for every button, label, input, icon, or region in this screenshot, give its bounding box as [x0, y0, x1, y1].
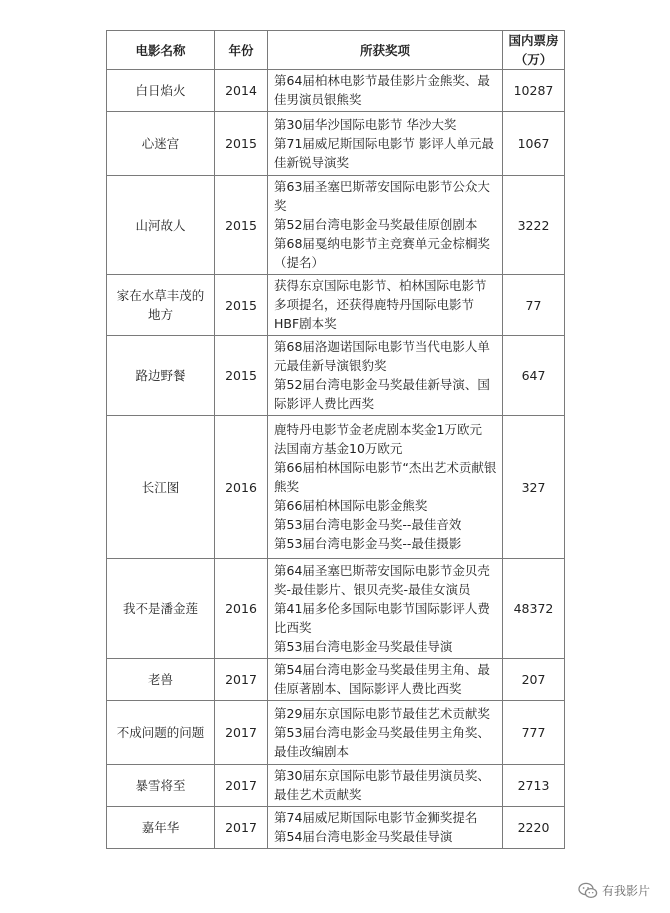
film-awards-cell: [268, 765, 503, 807]
header-year: 年份: [215, 31, 268, 70]
table-row: [107, 176, 565, 275]
watermark-text: 有我影片: [601, 884, 650, 898]
award-entry: 第53届台湾电影金马奖--最佳音效: [274, 517, 462, 532]
film-title-cell: 山河故人: [107, 176, 215, 275]
award-entry: 第66届柏林国际电影节“杰出艺术贡献银熊奖: [274, 460, 497, 494]
table-row: [107, 112, 565, 176]
film-awards-cell: [268, 70, 503, 112]
award-entry: 获得东京国际电影节、柏林国际电影节多项提名，还获得鹿特丹国际电影节HBF剧本奖: [274, 278, 487, 331]
award-entry: 第63届圣塞巴斯蒂安国际电影节公众大奖: [274, 179, 490, 213]
film-awards-cell: [268, 336, 503, 416]
film-year-cell: 2015: [215, 275, 268, 336]
award-entry: 第29届东京国际电影节最佳艺术贡献奖: [274, 705, 490, 721]
film-awards-cell: [268, 559, 503, 659]
film-awards-cell: [268, 275, 503, 336]
film-title-cell: 暴雪将至: [107, 765, 215, 807]
film-awards-cell: [268, 112, 503, 176]
film-awards-cell: [268, 807, 503, 849]
award-entry: 第53届台湾电影金马奖--最佳摄影: [274, 536, 462, 551]
film-title-cell: 心迷宫: [107, 112, 215, 176]
film-awards-cell: [268, 416, 503, 559]
film-box-office-cell: 647: [503, 336, 565, 416]
header-box-office: 国内票房（万）: [503, 31, 565, 70]
table-header-row: [107, 31, 565, 70]
award-entry: 第68届洛迦诺国际电影节当代电影人单元最佳新导演银豹奖: [274, 339, 490, 373]
film-awards-cell: [268, 701, 503, 765]
film-title-cell: 我不是潘金莲: [107, 559, 215, 659]
film-title-cell: 不成问题的问题: [107, 701, 215, 765]
award-entry: 第52届台湾电影金马奖最佳新导演、国际影评人费比西奖: [274, 377, 490, 411]
award-entry: 第53届台湾电影金马奖最佳男主角奖、最佳改编剧本: [274, 724, 490, 759]
award-entry: 第30届华沙国际电影节 华沙大奖: [274, 116, 457, 132]
film-year-cell: 2017: [215, 659, 268, 701]
award-entry: 鹿特丹电影节金老虎剧本奖金1万欧元: [274, 422, 482, 437]
film-title-cell: 嘉年华: [107, 807, 215, 849]
film-year-cell: 2017: [215, 807, 268, 849]
film-awards-cell: [268, 659, 503, 701]
award-entry: 第52届台湾电影金马奖最佳原创剧本: [274, 217, 478, 232]
film-box-office-cell: 2713: [503, 765, 565, 807]
table-body: [107, 70, 565, 849]
wechat-icon: [578, 882, 598, 899]
award-entry: 第54届台湾电影金马奖最佳导演: [274, 829, 453, 844]
award-entry: 法国南方基金10万欧元: [274, 441, 403, 456]
award-entry: 第30届东京国际电影节最佳男演员奖、最佳艺术贡献奖: [274, 768, 490, 802]
film-year-cell: 2017: [215, 765, 268, 807]
film-box-office-cell: 207: [503, 659, 565, 701]
award-entry: 第54届台湾电影金马奖最佳男主角、最佳原著剧本、国际影评人费比西奖: [274, 662, 490, 696]
table-row: [107, 336, 565, 416]
award-entry: 第74届威尼斯国际电影节金狮奖提名: [274, 810, 478, 825]
table-row: [107, 275, 565, 336]
film-year-cell: 2016: [215, 416, 268, 559]
film-box-office-cell: 1067: [503, 112, 565, 176]
award-entry: 第66届柏林国际电影金熊奖: [274, 498, 428, 513]
film-year-cell: 2015: [215, 112, 268, 176]
film-box-office-cell: 2220: [503, 807, 565, 849]
film-box-office-cell: 77: [503, 275, 565, 336]
table-row: [107, 659, 565, 701]
film-year-cell: 2017: [215, 701, 268, 765]
header-awards: 所获奖项: [268, 31, 503, 70]
film-title-cell: 家在水草丰茂的地方: [107, 275, 215, 336]
film-box-office-cell: 327: [503, 416, 565, 559]
film-box-office-cell: 777: [503, 701, 565, 765]
film-year-cell: 2014: [215, 70, 268, 112]
award-entry: 第53届台湾电影金马奖最佳导演: [274, 638, 453, 654]
film-title-cell: 路边野餐: [107, 336, 215, 416]
film-year-cell: 2015: [215, 336, 268, 416]
film-box-office-cell: 48372: [503, 559, 565, 659]
award-entry: 第41届多伦多国际电影节国际影评人费比西奖: [274, 600, 490, 635]
header-title: 电影名称: [107, 31, 215, 70]
source-watermark: [578, 882, 650, 899]
film-title-cell: 老兽: [107, 659, 215, 701]
film-year-cell: 2015: [215, 176, 268, 275]
film-title-cell: 白日焰火: [107, 70, 215, 112]
film-box-office-cell: 3222: [503, 176, 565, 275]
award-entry: 第68届戛纳电影节主竞赛单元金棕榈奖（提名）: [274, 236, 490, 270]
award-entry: 第64届圣塞巴斯蒂安国际电影节金贝壳奖-最佳影片、银贝壳奖-最佳女演员: [274, 562, 490, 597]
film-title-cell: 长江图: [107, 416, 215, 559]
table-row: [107, 416, 565, 559]
film-year-cell: 2016: [215, 559, 268, 659]
film-awards-table: [106, 30, 565, 849]
award-entry: 第71届威尼斯国际电影节 影评人单元最佳新锐导演奖: [274, 135, 494, 170]
film-awards-cell: [268, 176, 503, 275]
table-row: [107, 559, 565, 659]
table-row: [107, 807, 565, 849]
award-entry: 第64届柏林电影节最佳影片金熊奖、最佳男演员银熊奖: [274, 73, 490, 107]
table-row: [107, 70, 565, 112]
table-row: [107, 701, 565, 765]
table-row: [107, 765, 565, 807]
film-box-office-cell: 10287: [503, 70, 565, 112]
